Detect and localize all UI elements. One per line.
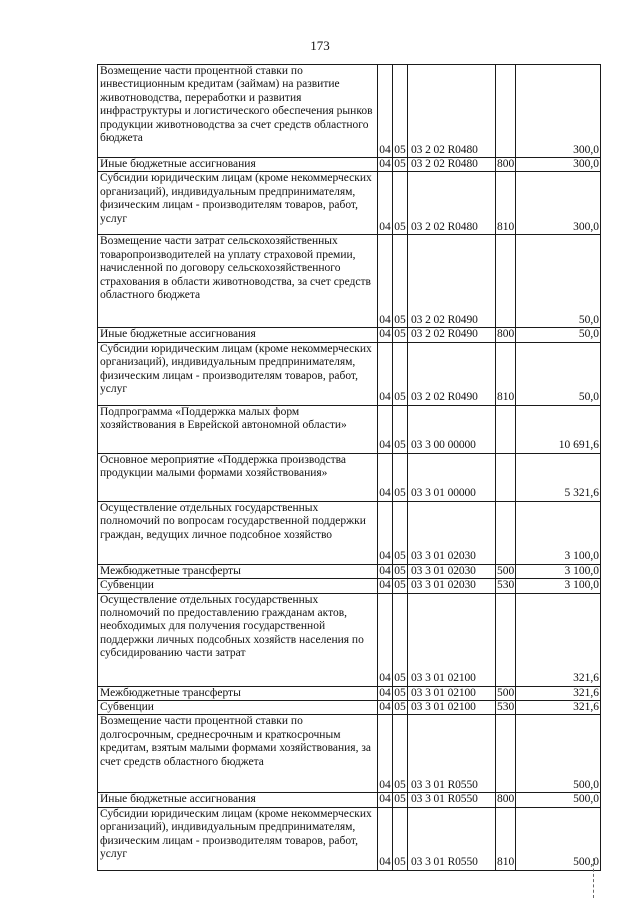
row-name: Иные бюджетные ассигнования	[98, 793, 378, 807]
row-sum: 500,0	[516, 807, 601, 870]
row-vr: 500	[497, 686, 515, 699]
row-rz: 04	[378, 342, 393, 405]
row-target: 03 3 00 00000	[408, 405, 496, 453]
row-target: 03 2 02 R0480	[408, 65, 496, 158]
table-row	[98, 564, 601, 578]
row-target: 03 2 02 R0490	[408, 342, 496, 405]
row-target: 03 3 01 02030	[408, 579, 496, 593]
row-sum: 50,0	[516, 328, 601, 342]
row-name: Основное мероприятие «Поддержка производства продукции малыми формами хозяйствования»	[98, 453, 378, 501]
row-name: Межбюджетные трансферты	[98, 564, 378, 578]
table-row	[98, 793, 601, 807]
row-rz: 04	[378, 807, 393, 870]
row-rz: 04	[379, 158, 391, 170]
row-vr	[496, 65, 516, 158]
row-pr: 05	[394, 158, 406, 170]
row-vr: 530	[497, 701, 515, 714]
row-pr: 05	[393, 715, 408, 793]
table-row	[98, 328, 601, 342]
row-name: Субсидии юридическим лицам (кроме некоммерческих организаций), индивидуальным предпринимателям, физическим лицам - производителям товаров, работ, услуг	[98, 342, 378, 405]
table-row	[98, 501, 601, 564]
row-sum: 300,0	[516, 172, 601, 235]
table-row	[98, 579, 601, 593]
row-pr: 05	[394, 701, 406, 714]
row-pr: 05	[393, 807, 408, 870]
row-rz: 04	[379, 564, 391, 577]
row-vr	[496, 453, 516, 501]
row-vr	[496, 593, 516, 686]
row-name: Возмещение части затрат сельскохозяйственных товаропроизводителей на уплату страховой премии, начисленной по договору сельскохозяйственного страхования в области животноводства, за счет средств областного бюджета	[98, 235, 378, 328]
row-rz: 04	[378, 65, 393, 158]
row-target: 03 3 01 R0550	[408, 793, 496, 807]
row-name: Межбюджетные трансферты	[98, 686, 378, 700]
row-vr: 800	[497, 328, 515, 341]
row-pr: 05	[394, 579, 406, 592]
table-row	[98, 715, 601, 793]
row-rz: 04	[378, 593, 393, 686]
row-sum: 3 100,0	[516, 501, 601, 564]
page-number: 173	[310, 38, 330, 53]
row-vr: 810	[496, 807, 516, 870]
row-vr: 810	[496, 342, 516, 405]
row-sum: 300,0	[516, 158, 601, 172]
row-target: 03 2 02 R0480	[408, 158, 496, 172]
row-target: 03 2 02 R0490	[408, 328, 496, 342]
row-vr: 530	[497, 579, 515, 592]
row-pr: 05	[393, 453, 408, 501]
row-sum: 321,6	[516, 701, 601, 715]
row-name: Осуществление отдельных государственных полномочий по вопросам государственной поддержки граждан, ведущих личное подсобное хозяйство	[98, 501, 378, 564]
row-sum: 300,0	[516, 65, 601, 158]
row-sum: 500,0	[516, 793, 601, 807]
table-row	[98, 686, 601, 700]
row-pr: 05	[393, 235, 408, 328]
row-target: 03 3 01 02100	[408, 593, 496, 686]
row-rz: 04	[379, 579, 391, 592]
row-sum: 5 321,6	[516, 453, 601, 501]
row-name: Субсидии юридическим лицам (кроме некоммерческих организаций), индивидуальным предпринимателям, физическим лицам - производителям товаров, работ, услуг	[98, 807, 378, 870]
row-rz: 04	[378, 715, 393, 793]
row-target: 03 2 02 R0480	[408, 172, 496, 235]
table-row	[98, 342, 601, 405]
table-row	[98, 158, 601, 172]
row-target: 03 3 01 02100	[408, 701, 496, 715]
row-vr	[496, 715, 516, 793]
row-rz: 04	[379, 686, 391, 699]
row-target: 03 3 01 02030	[408, 501, 496, 564]
table-row	[98, 65, 601, 158]
row-name: Осуществление отдельных государственных полномочий по предоставлению гражданам актов, необходимых для получения государственной поддержки личных подсобных хозяйств населения по субсидированию части затрат	[98, 593, 378, 686]
row-name: Иные бюджетные ассигнования	[98, 158, 378, 172]
row-pr: 05	[393, 593, 408, 686]
row-pr: 05	[394, 686, 406, 699]
row-rz: 04	[378, 501, 393, 564]
row-vr: 810	[496, 172, 516, 235]
row-sum: 3 100,0	[516, 579, 601, 593]
row-sum: 500,0	[516, 715, 601, 793]
row-pr: 05	[394, 564, 406, 577]
row-vr	[496, 501, 516, 564]
row-name: Субвенции	[98, 701, 378, 715]
row-name: Подпрограмма «Поддержка малых форм хозяйствования в Еврейской автономной области»	[98, 405, 378, 453]
row-sum: 321,6	[516, 686, 601, 700]
row-pr: 05	[393, 172, 408, 235]
budget-table	[97, 64, 601, 871]
row-name: Субвенции	[98, 579, 378, 593]
row-target: 03 3 01 00000	[408, 453, 496, 501]
row-pr: 05	[394, 793, 406, 806]
table-row	[98, 807, 601, 870]
table-row	[98, 593, 601, 686]
row-target: 03 3 01 R0550	[408, 715, 496, 793]
row-name: Возмещение части процентной ставки по долгосрочным, среднесрочным и краткосрочным кредитам, взятым малыми формами хозяйствования, за счет средств областного бюджета	[98, 715, 378, 793]
row-vr	[496, 405, 516, 453]
row-sum: 3 100,0	[516, 564, 601, 578]
row-rz: 04	[379, 328, 391, 341]
row-sum: 50,0	[516, 342, 601, 405]
row-target: 03 2 02 R0490	[408, 235, 496, 328]
row-pr: 05	[393, 65, 408, 158]
margin-mark	[593, 858, 597, 898]
row-rz: 04	[378, 172, 393, 235]
row-target: 03 3 01 R0550	[408, 807, 496, 870]
table-row	[98, 453, 601, 501]
table-row	[98, 405, 601, 453]
row-rz: 04	[378, 453, 393, 501]
table-row	[98, 235, 601, 328]
row-pr: 05	[393, 405, 408, 453]
row-rz: 04	[379, 793, 391, 806]
row-pr: 05	[394, 328, 406, 341]
row-sum: 321,6	[516, 593, 601, 686]
row-pr: 05	[393, 501, 408, 564]
table-row	[98, 701, 601, 715]
row-name: Субсидии юридическим лицам (кроме некоммерческих организаций), индивидуальным предпринимателям, физическим лицам - производителям товаров, работ, услуг	[98, 172, 378, 235]
row-vr: 500	[497, 564, 515, 577]
row-target: 03 3 01 02030	[408, 564, 496, 578]
row-name: Иные бюджетные ассигнования	[98, 328, 378, 342]
row-sum: 50,0	[516, 235, 601, 328]
row-rz: 04	[378, 405, 393, 453]
row-rz: 04	[379, 701, 391, 714]
row-sum: 10 691,6	[516, 405, 601, 453]
row-vr: 800	[497, 793, 515, 806]
row-vr: 800	[497, 158, 515, 170]
row-pr: 05	[393, 342, 408, 405]
row-target: 03 3 01 02100	[408, 686, 496, 700]
row-rz: 04	[378, 235, 393, 328]
table-row	[98, 172, 601, 235]
row-name: Возмещение части процентной ставки по инвестиционным кредитам (займам) на развитие животноводства, переработки и развития инфраструктуры и логистического обеспечения рынков продукции животноводства за счет средств областного бюджета	[98, 65, 378, 158]
row-vr	[496, 235, 516, 328]
